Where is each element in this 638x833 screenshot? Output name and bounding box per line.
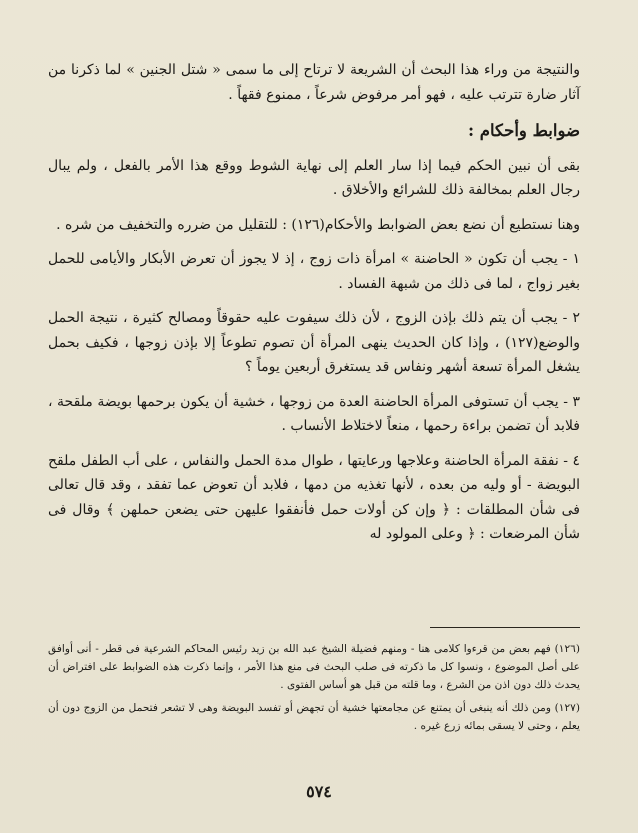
section-heading: ضوابط وأحكام :: [467, 121, 580, 140]
rule-4: ٤ - نفقة المرأة الحاضنة وعلاجها ورعايتها ، طوال مدة الحمل والنفاس ، على أب الطفل ملقح البويضة - أو وليه من بعده ، لأنها تغذيه من دمها ، فلابد أن تعوض عما تفقد ، وقد قال تعالى فى شأن المطلقات : ﴿ وإن كن أولات حمل فأنفقوا عليهن حتى يضعن حملهن ﴾ وقال فى شأن المرضعات : ﴿ وعلى المولود له: [48, 452, 580, 542]
paragraph-intro: بقى أن نبين الحكم فيما إذا سار العلم إلى نهاية الشوط ووقع هذا الأمر بالفعل ، ولم يبال رجال العلم بمخالفة ذلك للشرائع والأخلاق .: [48, 157, 580, 198]
footnote-127: (١٢٧) ومن ذلك أنه ينبغى أن يمتنع عن مجامعتها خشية أن تجهض أو تفسد البويضة وهى لا تشعر فتحمل من الزوج دون أن يعلم ، وحتى لا يسقى بمائه زرع غيره .: [48, 702, 580, 732]
footnote-126: (١٢٦) فهم بعض من قرءوا كلامى هنا - ومنهم فضيلة الشيخ عبد الله بن زيد رئيس المحاكم الشرعية فى قطر - أنى أوافق على أصل الموضوع ، ونسوا كل ما ذكرته فى صلب البحث فى منع هذا الأمر ، وإنما ذكرت هذه الضوابط على افتراض أن يحدث ذلك دون اذن من الشرع ، وما قلته من قبل هو أساس الفتوى .: [48, 643, 580, 691]
page-number: ٥٧٤: [306, 782, 332, 801]
footnotes: [48, 640, 580, 740]
paragraph-conclusion: والنتيجة من وراء هذا البحث أن الشريعة لا ترتاح إلى ما سمى « شتل الجنين » لما ذكرنا من آثار ضارة تترتب عليه ، فهو أمر مرفوض شرعاً ، ممنوع فقهاً .: [48, 62, 580, 103]
rule-2: ٢ - يجب أن يتم ذلك بإذن الزوج ، لأن ذلك سيفوت عليه حقوقاً ومصالح كثيرة ، نتيجة الحمل والوضع(١٢٧) ، وإذا كان الحديث ينهى المرأة أن تصوم تطوعاً إلا بإذن زوجها ، فكيف بحمل يشغل المرأة تسعة أشهر ونفاس قد يستغرق أربعين يوماً ؟: [48, 310, 580, 375]
rule-3: ٣ - يجب أن تستوفى المرأة الحاضنة العدة من زوجها ، خشية أن يكون برحمها بويضة ملقحة ، فلابد أن تضمن براءة رحمها ، منعاً لاختلاط الأنساب .: [48, 393, 580, 434]
rule-1: ١ - يجب أن تكون « الحاضنة » امرأة ذات زوج ، إذ لا يجوز أن تعرض الأبكار والأيامى للحمل بغير زواج ، لما فى ذلك من شبهة الفساد .: [48, 251, 580, 292]
paragraph-rules-intro: وهنا نستطيع أن نضع بعض الضوابط والأحكام(١٢٦) : للتقليل من ضرره والتخفيف من شره .: [56, 216, 580, 233]
footnote-divider: [430, 627, 580, 628]
main-text: [48, 58, 580, 557]
